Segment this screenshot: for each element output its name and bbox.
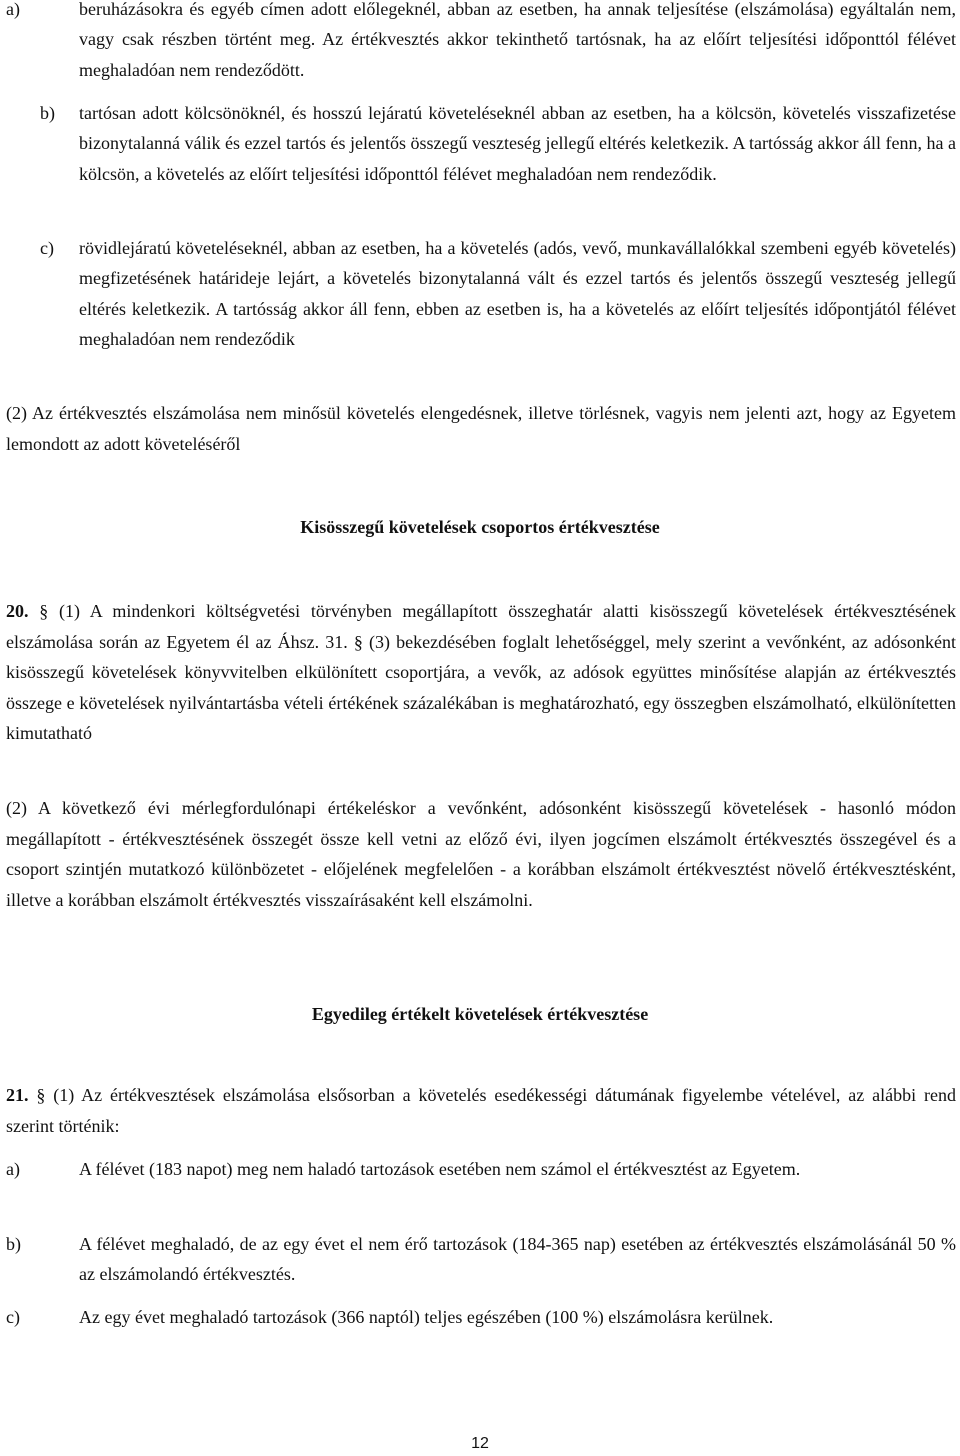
section-text: § (1) A mindenkori költségvetési törvényben megállapított összeghatár alatti kisösszegű követelések értékvesztésének elszámolása során az Egyetem él az Áhsz. 31. § (3) bekezdésében foglalt lehetőséggel, mely szerint a vevőnként, az adósonként kisösszegű követelések könyvvitelben elkülönített csoportjára, a vevők, az adósok együttes minősítése alapján az értékvesztés összege e követelések nyilvántartásba vételi értékének százalékában is meghatározható, egy összegben elszámolható, elkülönítetten kimutatható — [6, 601, 957, 744]
list-item-text: Az egy évet meghaladó tartozások (366 naptól) teljes egészében (100 %) elszámolásra kerülnek. — [79, 1307, 774, 1327]
list-item-label: c) — [40, 238, 54, 258]
section-heading: Egyedileg értékelt követelések értékvesztése — [311, 1004, 649, 1024]
list-item-label: b) — [40, 103, 55, 123]
list-item-text: rövidlejáratú követeléseknél, abban az esetben, ha a követelés (adós, vevő, munkavállalókkal szembeni egyéb követelés) megfizetésének határideje lejárt, a követelés bizonytalanná vált és ezzel tartós és jelentős összegű veszteség jellegű eltérés keletkezik. A tartósság akkor áll fenn, ebben az esetben is, ha a követelés az előírt teljesítés időpontjától félévet meghaladóan nem rendeződik — [79, 238, 956, 350]
section-paragraph — [6, 596, 956, 749]
section-number: 21. — [6, 1085, 29, 1105]
list-item-label: b) — [6, 1234, 21, 1254]
page-number: 12 — [471, 1435, 489, 1452]
section-text: § (1) Az értékvesztések elszámolása elsősorban a követelés esedékességi dátumának figyelembe vételével, az alábbi rend szerint történik: — [6, 1085, 956, 1136]
paragraph: (2) A következő évi mérlegfordulónapi értékeléskor a vevőnként, adósonként kisösszegű követelések - hasonló módon megállapított - értékvesztésének összegét össze kell vetni az előző évi, ilyen jogcímen elszámolt értékvesztés összegével és a csoport szintjén mutatkozó különbözetet - előjelének megfelelően - a korábban elszámolt értékvesztést növelő értékvesztésként, illetve a korábban elszámolt értékvesztés visszaírásaként kell elszámolni. — [6, 798, 956, 910]
section-paragraph — [6, 1080, 956, 1141]
list-item-text: A félévet meghaladó, de az egy évet el nem érő tartozások (184-365 nap) esetében az értékvesztés elszámolásánál 50 % az elszámolandó értékvesztés. — [79, 1234, 956, 1285]
section-heading: Kisösszegű követelések csoportos értékvesztése — [300, 517, 660, 537]
list-item — [6, 98, 956, 189]
list-item — [6, 1154, 956, 1184]
list-item-text: A félévet (183 napot) meg nem haladó tartozások esetében nem számol el értékvesztést az Egyetem. — [79, 1159, 801, 1179]
list-item-text: beruházásokra és egyéb címen adott előlegeknél, abban az esetben, ha annak teljesítése (elszámolása) egyáltalán nem, vagy csak részben történt meg. Az értékvesztés akkor tekinthető tartósnak, ha az előírt teljesítési időponttól félévet meghaladóan nem rendeződött. — [79, 0, 956, 80]
list-item-label: a) — [6, 0, 20, 19]
paragraph: (2) Az értékvesztés elszámolása nem minősül követelés elengedésnek, illetve törlésnek, vagyis nem jelenti azt, hogy az Egyetem lemondott az adott követeléséről — [6, 403, 956, 454]
section-number: 20. — [6, 601, 29, 621]
list-item-label: a) — [6, 1159, 20, 1179]
list-item — [6, 233, 956, 355]
list-item-text: tartósan adott kölcsönöknél, és hosszú lejáratú követeléseknél abban az esetben, ha a kölcsön, követelés visszafizetése bizonytalanná válik és ezzel tartós és jelentős összegű veszteség jellegű eltérés keletkezik. A tartósság akkor áll fenn, ha a kölcsön, a követelés az előírt teljesítési időponttól félévet meghaladóan nem rendeződik. — [79, 103, 956, 184]
list-item — [6, 1229, 956, 1290]
list-item — [6, 1302, 956, 1332]
list-item — [6, 0, 956, 85]
list-item-label: c) — [6, 1307, 20, 1327]
